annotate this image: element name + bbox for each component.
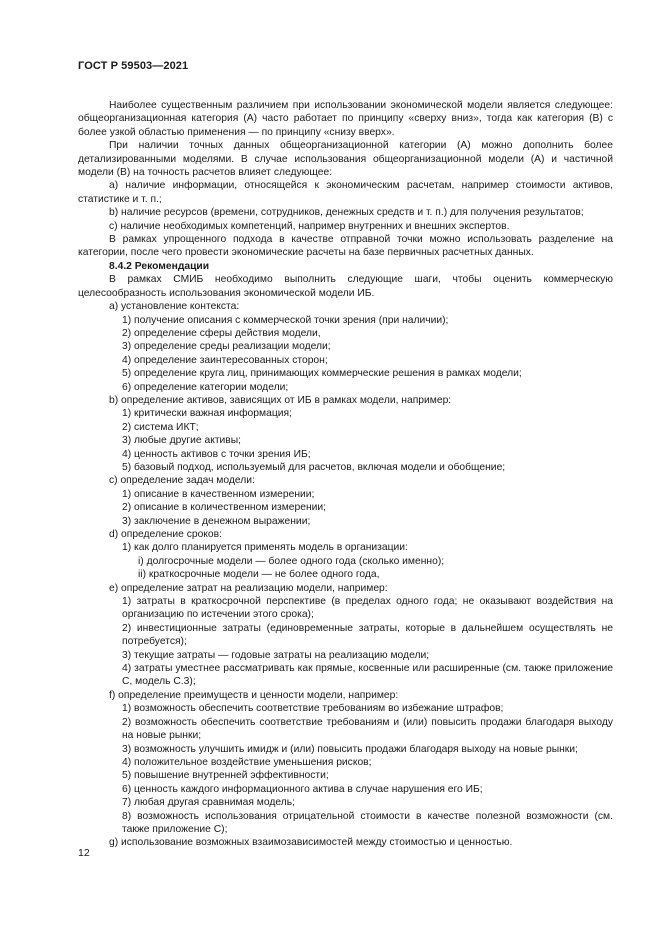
list-item: 2) возможность обеспечить соответствие требованиям и (или) повысить продажи благодаря выходу на новые рынки; xyxy=(122,716,613,742)
list-item: 8) возможность использования отрицательной стоимости в качестве полезной возможности (см. также приложение С); xyxy=(122,810,613,835)
list-item: 2) инвестиционные затраты (единовременные затраты, которые в дальнейшем осуществлять не потребуется); xyxy=(122,622,613,648)
list-item: 6) определение категории модели; xyxy=(122,381,289,393)
list-item: a) наличие информации, относящейся к экономическим расчетам, например стоимости активов, статистике и т. п.; xyxy=(78,180,613,205)
page-body xyxy=(78,99,613,850)
list-item: b) наличие ресурсов (времени, сотрудников, денежных средств и т. п.) для получения результатов; xyxy=(109,207,584,219)
list-item: 1) как долго планируется применять модель в организации: xyxy=(122,542,408,554)
list-item: c) наличие необходимых компетенций, например внутренних и внешних экспертов. xyxy=(109,220,510,232)
list-label-c: c) определение задач модели: xyxy=(109,475,255,487)
list-item: 6) ценность каждого информационного актива в случае нарушения его ИБ; xyxy=(122,783,483,795)
list-item: 4) положительное воздействие уменьшения рисков; xyxy=(122,756,372,768)
sub-list-item: i) долгосрочные модели — более одного года (сколько именно); xyxy=(138,555,445,567)
list-label-d: d) определение сроков: xyxy=(109,529,222,540)
list-item: 1) критически важная информация; xyxy=(122,408,292,420)
list-item: 5) повышение внутренней эффективности; xyxy=(122,770,329,782)
list-item: 3) определение среды реализации модели; xyxy=(122,341,331,353)
paragraph: При наличии точных данных общеорганизационной категории (A) можно дополнить более детализированными моделями. В случае использования общеорганизационной модели (A) и частичной модели (B) на точность расчетов влияет следующее: xyxy=(78,140,613,179)
page-number: 12 xyxy=(78,847,90,859)
document-header: ГОСТ Р 59503—2021 xyxy=(78,60,189,72)
list-item: 3) возможность улучшить имидж и (или) повысить продажи благодаря выходу на новые рынки; xyxy=(122,743,578,755)
list-item: 1) получение описания с коммерческой точки зрения (при наличии); xyxy=(122,314,449,326)
list-item: 4) ценность активов с точки зрения ИБ; xyxy=(122,448,311,460)
list-label-g: g) использование возможных взаимозависимостей между стоимостью и ценностью. xyxy=(109,837,513,849)
list-item: 1) затраты в краткосрочной перспективе (в пределах одного года; не оказывают воздействия на организацию по истечении этого срока); xyxy=(122,596,613,621)
list-label-e: e) определение затрат на реализацию модели, например: xyxy=(109,582,388,594)
paragraph: В рамках СМИБ необходимо выполнить следующие шаги, чтобы оценить коммерческую целесообразность использования экономической модели ИБ. xyxy=(78,274,613,299)
list-item: 1) описание в качественном измерении; xyxy=(122,488,315,500)
paragraph: Наиболее существенным различием при использовании экономической модели является следующее: общеорганизационная категория (A) часто работает по принципу «сверху вниз», тогда как категория (B) с более узкой областью применения — по принципу «снизу вверх». xyxy=(78,100,613,138)
list-item: 5) определение круга лиц, принимающих коммерческие решения в рамках модели; xyxy=(122,368,522,380)
section-heading: 8.4.2 Рекомендации xyxy=(109,260,210,272)
paragraph: В рамках упрощенного подхода в качестве отправной точки можно использовать разделение на категории, после чего провести экономические расчеты на базе первичных расчетных данных. xyxy=(78,234,613,259)
sub-list-item: ii) краткосрочные модели — не более одного года, xyxy=(138,569,380,581)
list-item: 1) возможность обеспечить соответствие требованиям во избежание штрафов; xyxy=(122,703,504,715)
list-label-b: b) определение активов, зависящих от ИБ в рамках модели, например: xyxy=(109,394,452,406)
list-item: 2) система ИКТ; xyxy=(122,421,199,433)
list-item: 2) определение сферы действия модели, xyxy=(122,327,321,339)
list-item: 4) затраты уместнее рассматривать как прямые, косвенные или расширенные (см. также приложение С, модель С.3); xyxy=(122,663,613,688)
list-item: 3) текущие затраты — годовые затраты на реализацию модели; xyxy=(122,649,430,661)
list-item: 5) базовый подход, используемый для расчетов, включая модели и обобщение; xyxy=(122,461,506,473)
list-item: 2) описание в количественном измерении; xyxy=(122,502,327,514)
list-item: 4) определение заинтересованных сторон; xyxy=(122,354,328,366)
list-label-a: a) установление контекста: xyxy=(109,301,240,313)
list-item: 7) любая другая сравнимая модель; xyxy=(122,797,295,809)
list-label-f: f) определение преимуществ и ценности модели, например: xyxy=(109,689,399,701)
list-item: 3) заключение в денежном выражении; xyxy=(122,515,311,527)
list-item: 3) любые другие активы; xyxy=(122,435,242,447)
